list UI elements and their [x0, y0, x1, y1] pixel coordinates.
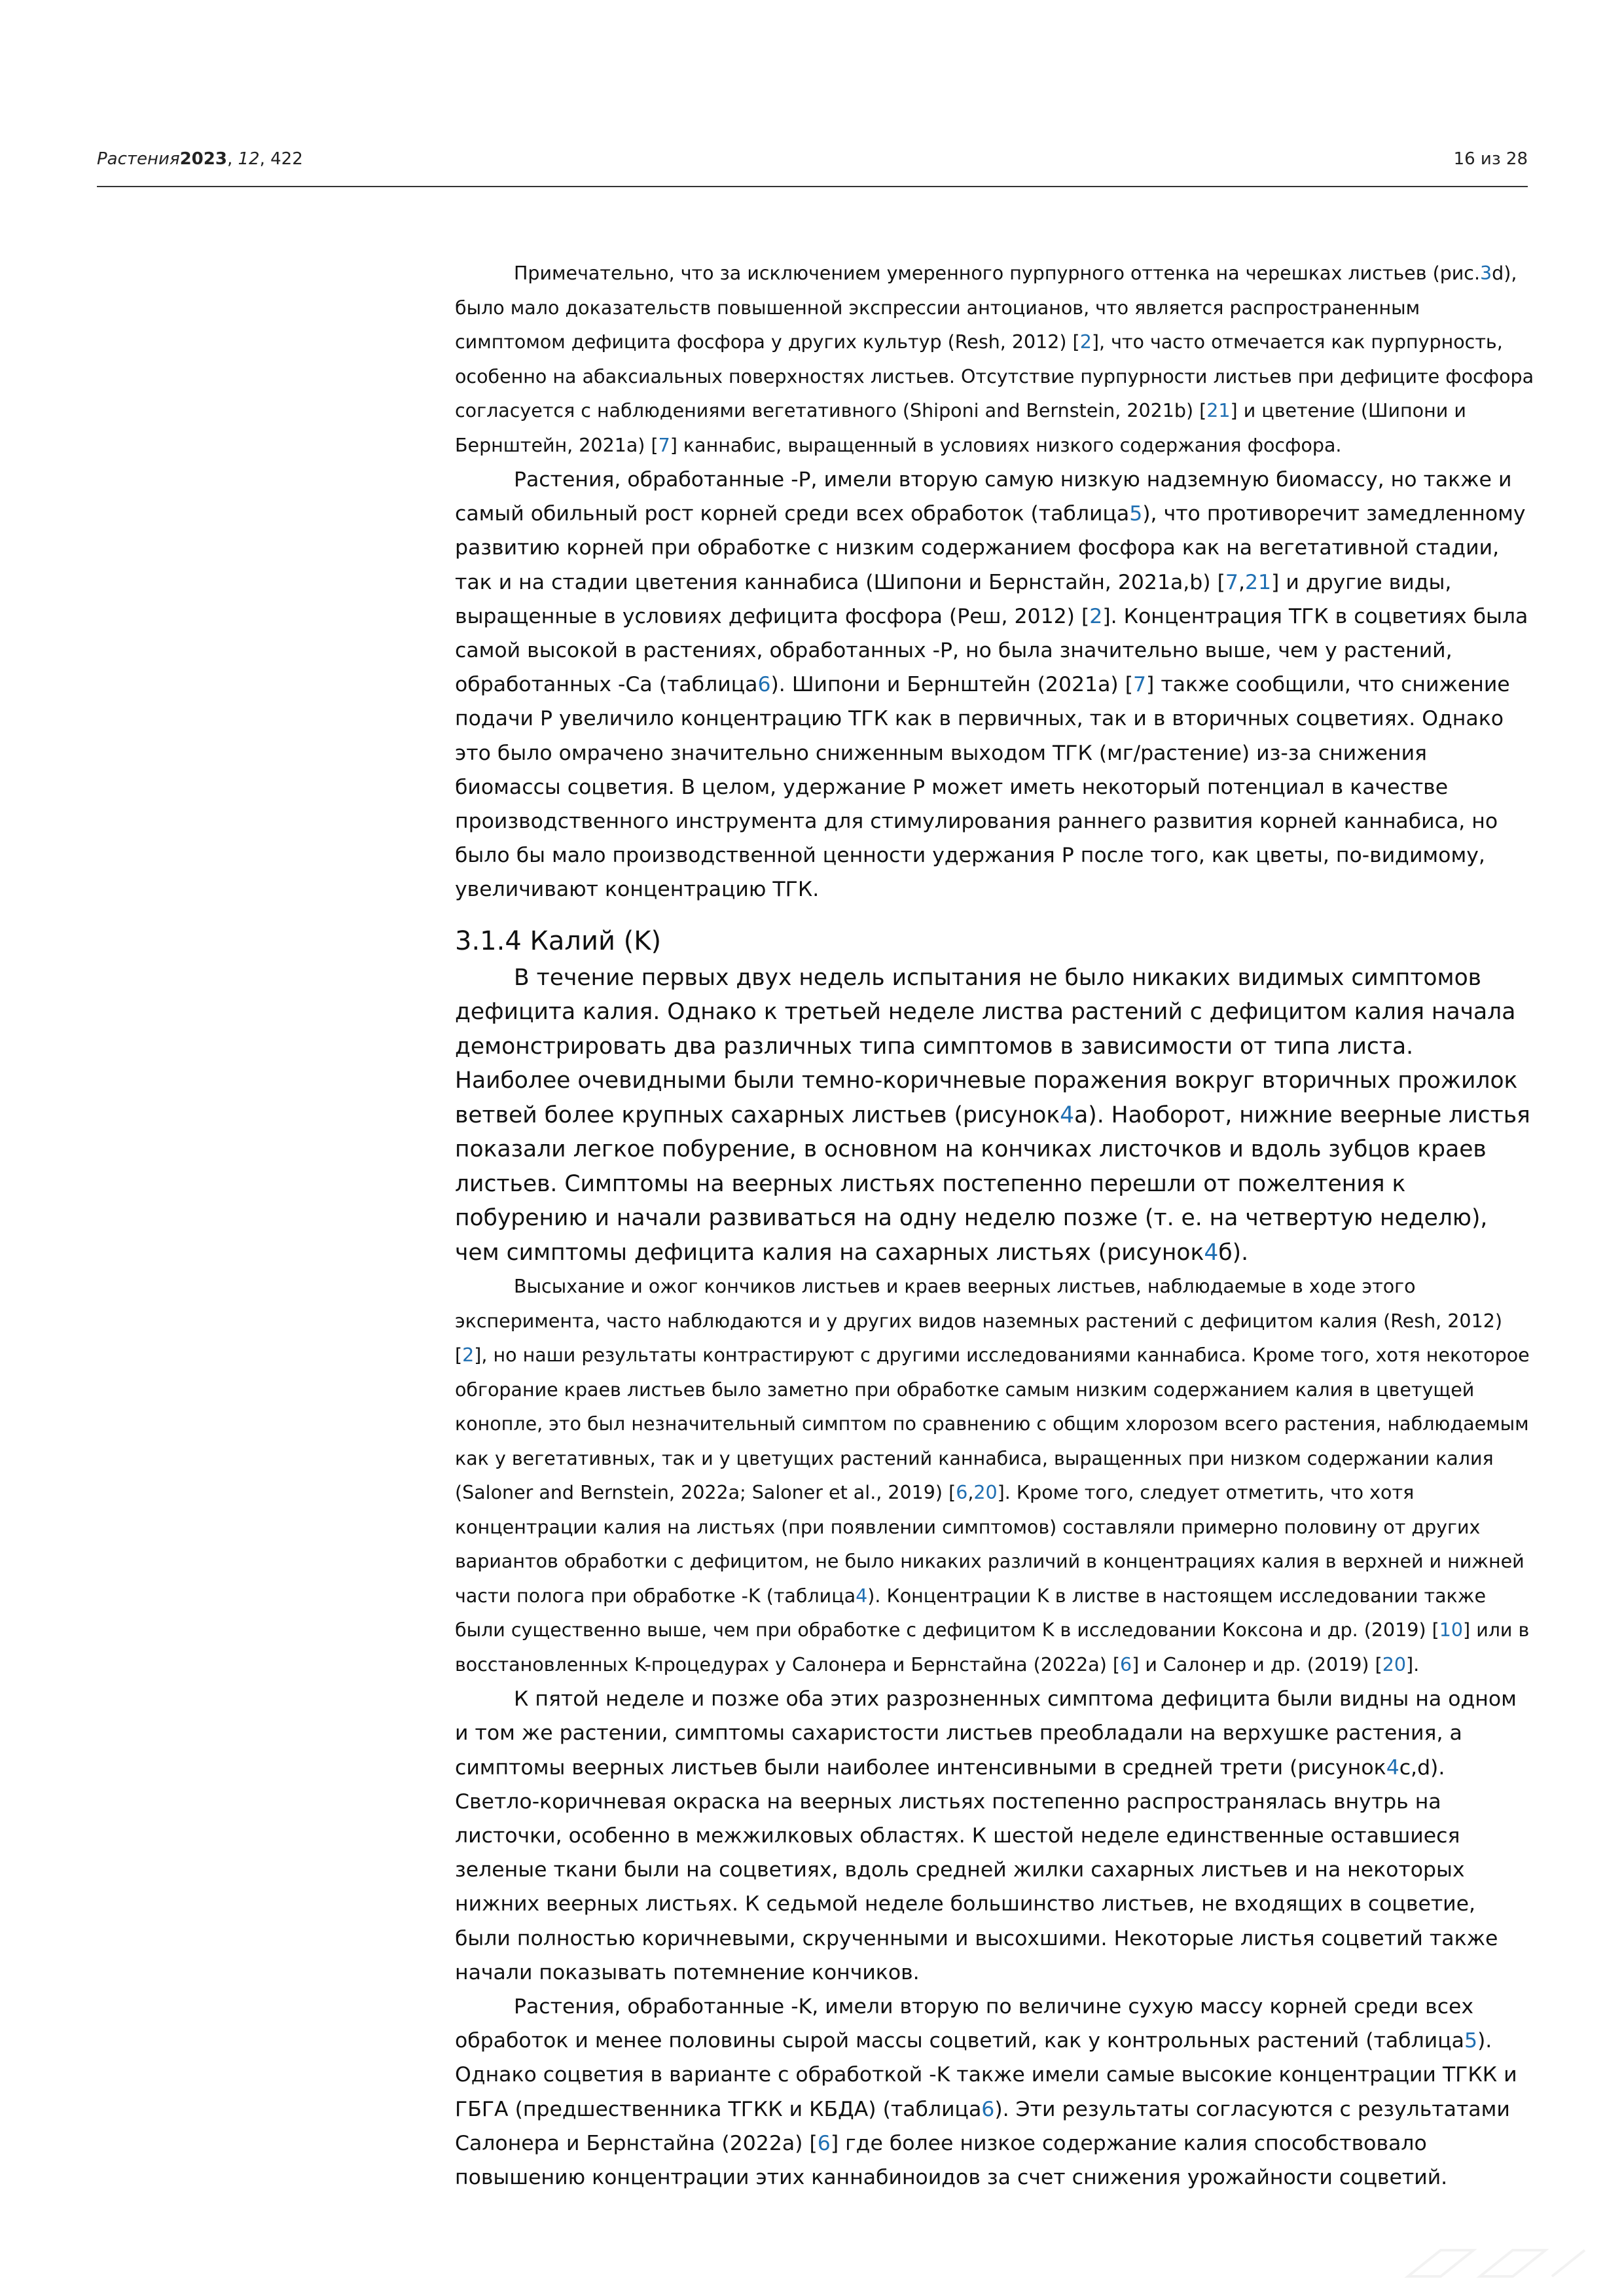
citation-link[interactable]: 10: [1439, 1619, 1464, 1641]
text-run: б).: [1218, 1239, 1249, 1266]
journal-pages: 422: [270, 149, 303, 169]
table-link[interactable]: 6: [757, 673, 771, 697]
figure-link[interactable]: 4: [1060, 1102, 1075, 1128]
citation-link[interactable]: 21: [1206, 400, 1231, 422]
paragraph-phosphorus-biomass: [455, 463, 1535, 907]
header-divider: [97, 186, 1528, 187]
text-run: ].: [1405, 1653, 1420, 1676]
text-run: ], но наши результаты контрастируют с другими исследованиями каннабиса. Кроме того, хотя некоторое обгорание краев листьев было заметно при обработке самым низким содержанием калия в цветущей конопле, это был незначительный симптом по сравнению с общим хлорозом всего растения, наблюдаемым как у вегетативных, так и у цветущих растений каннабиса, выращенных при низком содержании калия (Saloner and Bernstein, 2022a; Saloner et al., 2019) [: [455, 1344, 1530, 1504]
section-heading: 3.1.4 Калий (K): [455, 925, 662, 956]
text-run: Высыхание и ожог кончиков листьев и краев веерных листьев, наблюдаемые в ходе этого эксперимента, часто наблюдаются и у других видов наземных растений с дефицитом калия (Resh, 2012) [: [455, 1276, 1502, 1367]
text-run: ], что часто отмечается как пурпурность, особенно на абаксиальных поверхностях листьев. Отсутствие пурпурности листьев при дефиците фосфора согласуется с наблюдениями вегетативного (Shiponi and Bernstein, 2021b) [: [455, 331, 1534, 422]
text-run: c,d). Светло-коричневая окраска на веерных листьях постепенно распространялась внутрь на листочки, особенно в межжилковых областях. К шестой неделе единственные оставшиеся зеленые ткани были на соцветиях, вдоль средней жилки сахарных листьев и на некоторых нижних веерных листьях. К седьмой неделе большинство листьев, не входящих в соцветие, были полностью коричневыми, скрученными и высохшими. Некоторые листья соцветий также начали показывать потемнение кончиков.: [455, 1755, 1498, 1984]
journal-name: Растения: [97, 149, 180, 169]
article-body: [455, 257, 1535, 2195]
text-run: Растения, обработанные -P, имели вторую самую низкую надземную биомассу, но также и самый обильный рост корней среди всех обработок (таблица: [455, 468, 1512, 526]
text-run: ). Концентрации K в листве в настоящем исследовании также были существенно выше, чем при обработке с дефицитом K в исследовании Коксона и др. (2019) [: [455, 1585, 1486, 1641]
paragraph-potassium-progression: [455, 1682, 1535, 1990]
citation-link[interactable]: 6: [817, 2131, 831, 2155]
citation-link[interactable]: 20: [1382, 1653, 1406, 1676]
text-run: а). Наоборот, нижние веерные листья показали легкое побурение, в основном на кончиках листочков и вдоль зубцов краев листьев. Симптомы на веерных листьях постепенно перешли от пожелтения к побурению и начали развиваться на одну неделю позже (т. е. на четвертую неделю), чем симптомы дефицита калия на сахарных листьях (рисунок: [455, 1102, 1530, 1266]
citation-link[interactable]: 7: [1132, 673, 1147, 697]
text-run: ). Однако соцветия в варианте с обработкой -K также имели самые высокие концентрации ТГКК и ГБГА (предшественника ТГКК и КБДА) (таблица: [455, 2029, 1517, 2121]
text-run: ] и другие виды, выращенные в условиях дефицита фосфора (Реш, 2012) [: [455, 570, 1452, 628]
citation-link[interactable]: 7: [1225, 570, 1238, 594]
text-run: ] или в восстановленных K-процедурах у Салонера и Бернстайна (2022a) [: [455, 1619, 1530, 1676]
text-run: ), что противоречит замедленному развитию корней при обработке с низким содержанием фосфора как на вегетативной стадии, так и на стадии цветения каннабиса (Шипони и Бернстайн, 2021a,b) [: [455, 502, 1526, 594]
citation-link[interactable]: 6: [956, 1482, 968, 1504]
journal-citation: Растения2023, 12, 422: [97, 149, 303, 169]
paragraph-potassium-symptoms: [455, 961, 1535, 1270]
page-header: [97, 149, 1528, 188]
text-run: ). Эти результаты согласуются с результатами Салонера и Бернстайна (2022a) [: [455, 2097, 1510, 2155]
table-link[interactable]: 5: [1464, 2029, 1477, 2053]
citation-link[interactable]: 2: [1079, 331, 1092, 353]
text-run: В течение первых двух недель испытания не было никаких видимых симптомов дефицита калия. Однако к третьей неделе листва растений с дефицитом калия начала демонстрировать два различных типа симптомов в зависимости от типа листа. Наиболее очевидными были темно-коричневые поражения вокруг вторичных прожилок ветвей более крупных сахарных листьев (рисунок: [455, 964, 1518, 1128]
text-run: ] каннабис, выращенный в условиях низкого содержания фосфора.: [670, 434, 1342, 456]
citation-link[interactable]: 2: [462, 1344, 475, 1367]
text-run: ]. Кроме того, следует отметить, что хотя концентрации калия на листьях (при появлении симптомов) составляли примерно половину от других вариантов обработки с дефицитом, не было никаких различий в концентрациях калия в верхней и нижней части полога при обработке -K (таблица: [455, 1482, 1525, 1607]
paragraph-phosphorus-anthocyanin: [455, 257, 1535, 463]
table-link[interactable]: 5: [1129, 502, 1143, 526]
journal-volume: 12: [238, 149, 260, 169]
text-run: Примечательно, что за исключением умеренного пурпурного оттенка на черешках листьев (рис.: [514, 262, 1481, 284]
paragraph-potassium-biomass: [455, 1990, 1535, 2195]
section-spacer: [455, 907, 1535, 922]
figure-link[interactable]: 3: [1480, 262, 1492, 284]
text-run: ] и цветение (Шипони и Бернштейн, 2021a) [: [455, 400, 1466, 456]
text-run: ). Шипони и Бернштейн (2021a) [: [770, 673, 1133, 697]
paragraph-potassium-comparison: [455, 1270, 1535, 1682]
text-run: ] где более низкое содержание калия способствовало повышению концентрации этих каннабиноидов за счет снижения урожайности соцветий.: [455, 2131, 1448, 2189]
text-run: Растения, обработанные -K, имели вторую по величине сухую массу корней среди всех обработок и менее половины сырой массы соцветий, как у контрольных растений (таблица: [455, 1994, 1474, 2053]
text-run: ,: [967, 1482, 974, 1504]
text-run: ] и Салонер и др. (2019) [: [1132, 1653, 1382, 1676]
table-link[interactable]: 6: [981, 2097, 995, 2121]
figure-link[interactable]: 4: [1204, 1239, 1219, 1266]
citation-link[interactable]: 6: [1120, 1653, 1132, 1676]
citation-link[interactable]: 2: [1089, 604, 1103, 628]
text-run: ]. Концентрация ТГК в соцветиях была самой высокой в растениях, обработанных -P, но была значительно выше, чем у растений, обработанных -Ca (таблица: [455, 604, 1528, 697]
text-run: ] также сообщили, что снижение подачи P увеличило концентрацию ТГК как в первичных, так и в вторичных соцветиях. Однако это было омрачено значительно сниженным выходом ТГК (мг/растение) из-за снижения биомассы соцветия. В целом, удержание P может иметь некоторый потенциал в качестве производственного инструмента для стимулирования раннего развития корней каннабиса, но было бы мало производственной ценности удержания P после того, как цветы, по-видимому, увеличивают концентрацию ТГК.: [455, 673, 1510, 902]
table-link[interactable]: 4: [856, 1585, 868, 1607]
page-indicator: 16 из 28: [1453, 149, 1528, 169]
text-run: К пятой неделе и позже оба этих разрозненных симптома дефицита были видны на одном и том же растении, симптомы сахаристости листьев преобладали на верхушке растения, а симптомы веерных листьев были наиболее интенсивными в средней трети (рисунок: [455, 1687, 1517, 1780]
citation-link[interactable]: 21: [1244, 570, 1272, 594]
journal-year: 2023: [179, 149, 227, 169]
text-run: ,: [1238, 570, 1245, 594]
text-run: d), было мало доказательств повышенной экспрессии антоцианов, что является распространенным симптомом дефицита фосфора у других культур (Resh, 2012) [: [455, 262, 1517, 353]
citation-link[interactable]: 20: [973, 1482, 998, 1504]
citation-link[interactable]: 7: [658, 434, 670, 456]
watermark-logo: [1401, 2244, 1598, 2283]
figure-link[interactable]: 4: [1386, 1755, 1399, 1780]
